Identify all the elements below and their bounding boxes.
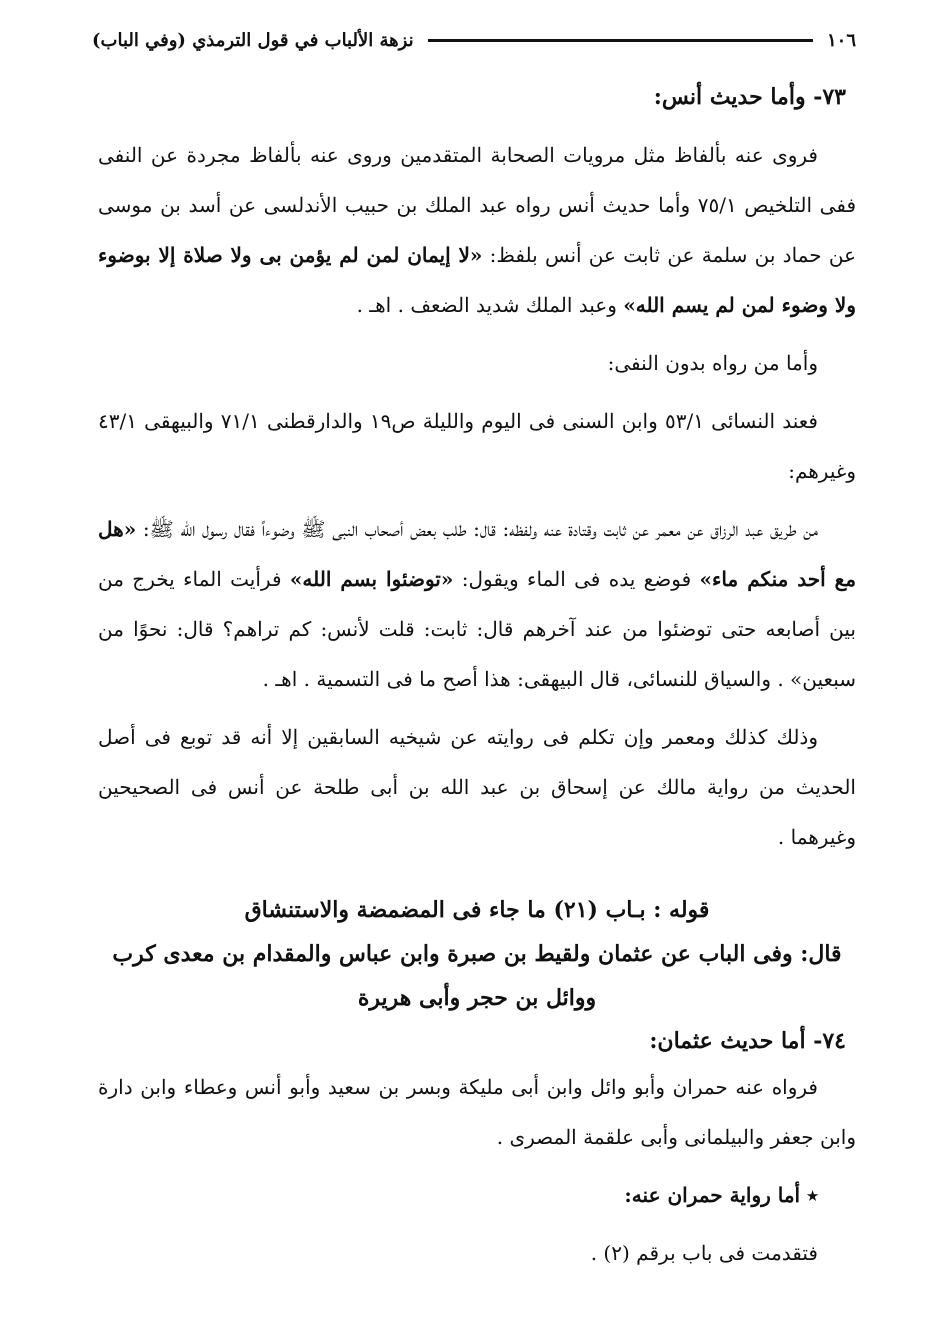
page-content [98,84,856,1286]
hadith-quote: «هل مع أحد منكم ماء» [98,517,857,591]
page-header [92,30,856,51]
running-title: نزهة الألباب في قول الترمذي (وفي الباب) [92,30,414,51]
section-74-paragraph-2: فتقدمت فى باب برقم (٢) . [590,1241,818,1265]
page-number: ١٠٦ [826,30,856,51]
text-run: فعند النسائى ٥٣/١ وابن السنى فى اليوم والليلة ص١٩ والدارقطنى ٧١/١ والبيهقى ٤٣/١ وغيرهم: [98,409,856,483]
chapter-qal: قال: وفى الباب عن عثمان ولقيط بن صبرة وابن عباس والمقدام بن معدى كرب ووائل بن حجر وأبى هريرة [112,941,842,1011]
hadith-quote: «لا إيمان لمن لم يؤمن بى ولا صلاة إلا بوضوء ولا وضوء لمن لم يسم الله» [98,243,856,317]
section-73-paragraph-3 [98,504,856,704]
section-73-paragraph-1 [98,130,856,330]
section-74-paragraph-1 [98,1062,856,1162]
chapter-title: قوله : بـاب (٢١) ما جاء فى المضمضة والاستنشاق [244,897,710,923]
text-run: وذلك كذلك ومعمر وإن تكلم فى روايته عن شيخيه السابقين إلا أنه قد توبع فى أصل الحديث من رواية مالك عن إسحاق بن عبد الله بن أبى طلحة عن أنس فى الصحيحين وغيرهما . [98,725,856,849]
subheading-text: أما رواية حمران عنه: [624,1183,801,1207]
star-icon: ٭ [807,1183,818,1207]
text-run: فرأيت الماء يخرج من بين أصابعه حتى توضئوا من عند آخرهم قال: ثابت: قلت لأنس: كم تراهم؟ قال: نحوًا من سبعين» . والسياق للنسائى، قال البيهقى: هذا أصح ما فى التسمية . اهـ . [98,567,857,691]
text-run: وعبد الملك شديد الضعف . اهـ . [356,293,617,317]
hadith-quote: «توضئوا بسم الله» [289,567,454,591]
text-run: من طريق عبد الرزاق عن معمر عن ثابت وقتادة عنه ولفظه: قال: طلب بعض أصحاب النبى ﷺ وضوءاً فقال رسول الله ﷺ: [142,517,818,541]
text-run: فروى عنه بألفاظ مثل مرويات الصحابة المتقدمين وروى عنه بألفاظ مجردة عن النفى ففى التلخيص ٧٥/١ وأما حديث أنس رواه عبد الملك بن حبيب الأندلسى عن أسد بن موسى عن حماد بن سلمة عن ثابت عن أنس بلفظ: [98,143,857,267]
section-73-paragraph-2 [98,396,856,496]
section-73-subline: وأما من رواه بدون النفى: [607,351,818,375]
text-run: فرواه عنه حمران وأبو وائل وابن أبى مليكة وبسر بن سعيد وأبو أنس وعطاء وابن دارة وابن جعفر والبيلمانى وأبى علقمة المصرى . [98,1075,856,1149]
text-run: فوضع يده فى الماء ويقول: [461,567,692,591]
section-74-heading: ٧٤- أما حديث عثمان: [649,1028,846,1054]
section-73-paragraph-4 [98,712,856,862]
header-rule [428,39,813,42]
section-73-heading: ٧٣- وأما حديث أنس: [653,84,846,110]
section-74-subheading [98,1170,856,1220]
